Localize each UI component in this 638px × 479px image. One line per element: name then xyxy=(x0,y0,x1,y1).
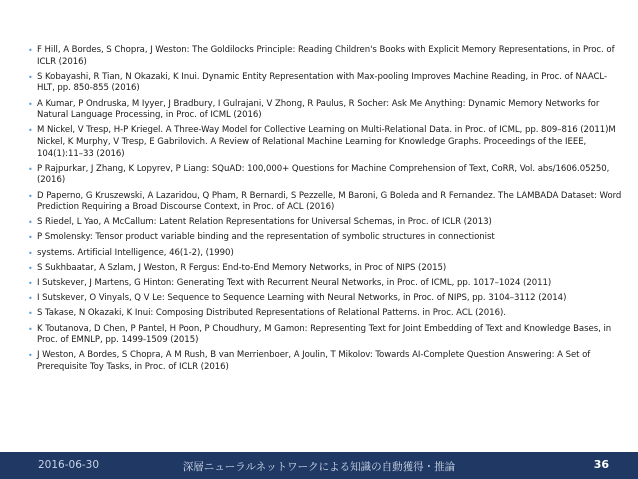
bullet-icon: • xyxy=(28,294,33,304)
reference-item xyxy=(28,217,624,229)
reference-item xyxy=(28,72,624,95)
reference-item xyxy=(28,350,624,373)
reference-item xyxy=(28,263,624,275)
footer-date: 2016-06-30 xyxy=(38,459,100,471)
reference-item xyxy=(28,308,624,320)
bullet-icon: • xyxy=(28,191,33,201)
footer-bar xyxy=(0,452,638,479)
footer-title: 深層ニューラルネットワークによる知識の自動獲得・推論 xyxy=(182,461,456,473)
page-number: 36 xyxy=(593,458,609,471)
bullet-icon: • xyxy=(28,164,33,174)
reference-item xyxy=(28,248,624,260)
reference-text: systems. Artificial Intelligence, 46(1-2), (1990) xyxy=(37,247,234,258)
reference-text: P Smolensky: Tensor product variable binding and the representation of symbolic structures in connectionist xyxy=(37,232,495,243)
reference-item xyxy=(28,293,624,305)
reference-text: P Rajpurkar, J Zhang, K Lopyrev, P Liang: SQuAD: 100,000+ Questions for Machine Comprehension of Text, CoRR, Vol. abs/1606.05250, (2016) xyxy=(37,163,610,186)
reference-item xyxy=(28,232,624,244)
bullet-icon: • xyxy=(28,309,33,319)
reference-list xyxy=(28,45,624,377)
reference-text: J Weston, A Bordes, S Chopra, A M Rush, B van Merrienboer, A Joulin, T Mikolov: Towards AI-Complete Question Answering: A Set of Prerequisite Toy Tasks, in Proc. of ICLR (2016) xyxy=(37,350,591,372)
reference-text: S Sukhbaatar, A Szlam, J Weston, R Fergus: End-to-End Memory Networks, in Proc of NIPS (2015) xyxy=(37,262,447,273)
reference-text: F Hill, A Bordes, S Chopra, J Weston: The Goldilocks Principle: Reading Children's Books with Explicit Memory Representations, in Proc. of ICLR (2016) xyxy=(37,45,615,67)
reference-text: M Nickel, V Tresp, H-P Kriegel. A Three-Way Model for Collective Learning on Multi-Relational Data. in Proc. of ICML, pp. 809–816 (2011)M Nickel, K Murphy, V Tresp, E Gabrilovich. A Review of Relational Machine Learning for Knowledge Graphs. Proceedings of the IEEE, 104(1):11–33 (2016) xyxy=(37,125,616,159)
reference-text: S Kobayashi, R Tian, N Okazaki, K Inui. Dynamic Entity Representation with Max-pooling Improves Machine Reading, in Proc. of NAACL-HLT, pp. 850-855 (2016) xyxy=(37,71,607,94)
reference-item xyxy=(28,324,624,347)
bullet-icon: • xyxy=(28,263,33,273)
reference-text: S Riedel, L Yao, A McCallum: Latent Relation Representations for Universal Schemas, in Proc. of ICLR (2013) xyxy=(37,217,492,228)
reference-item xyxy=(28,164,624,187)
reference-item xyxy=(28,99,624,122)
reference-text: S Takase, N Okazaki, K Inui: Composing Distributed Representations of Relational Patterns. in Proc. ACL (2016). xyxy=(37,308,506,319)
reference-item xyxy=(28,278,624,290)
bullet-icon: • xyxy=(28,324,33,334)
reference-text: I Sutskever, J Martens, G Hinton: Generating Text with Recurrent Neural Networks, in Proc. of ICML, pp. 1017–1024 (2011) xyxy=(37,278,552,289)
reference-item xyxy=(28,191,624,214)
bullet-icon: • xyxy=(28,72,33,82)
bullet-icon: • xyxy=(28,218,33,228)
reference-text: K Toutanova, D Chen, P Pantel, H Poon, P Choudhury, M Gamon: Representing Text for Joint Embedding of Text and Knowledge Bases, in Proc. of EMNLP, pp. 1499-1509 (2015) xyxy=(37,323,612,346)
bullet-icon: • xyxy=(28,99,33,109)
bullet-icon: • xyxy=(28,279,33,289)
reference-text: I Sutskever, O Vinyals, Q V Le: Sequence to Sequence Learning with Neural Networks, in Proc. of NIPS, pp. 3104–3112 (2014) xyxy=(37,293,567,304)
bullet-icon: • xyxy=(28,126,33,136)
reference-item xyxy=(28,125,624,160)
reference-item xyxy=(28,45,624,68)
reference-text: D Paperno, G Kruszewski, A Lazaridou, Q Pham, R Bernardi, S Pezzelle, M Baroni, G Boleda and R Fernandez. The LAMBADA Dataset: Word Prediction Requiring a Broad Discourse Context, in Proc. of ACL (2016) xyxy=(37,190,622,213)
bullet-icon: • xyxy=(28,46,33,55)
bullet-icon: • xyxy=(28,351,33,361)
bullet-icon: • xyxy=(28,233,33,243)
bullet-icon: • xyxy=(28,248,33,258)
reference-text: A Kumar, P Ondruska, M Iyyer, J Bradbury, I Gulrajani, V Zhong, R Paulus, R Socher: Ask Me Anything: Dynamic Memory Networks for Natural Language Processing, in Proc. of ICML (2016) xyxy=(37,98,600,121)
